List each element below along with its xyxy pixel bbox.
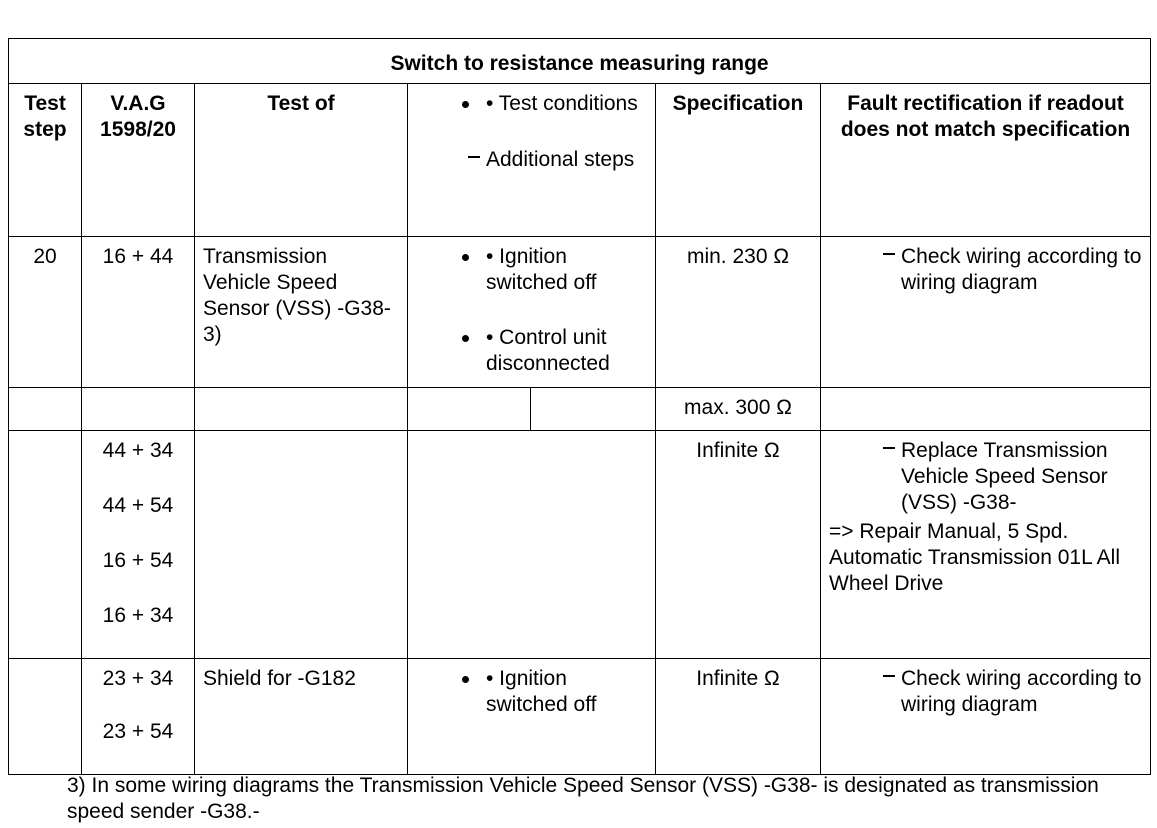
header-vag: V.A.G 1598/20 — [82, 84, 195, 237]
table-row — [9, 237, 1151, 388]
dash-icon — [468, 156, 480, 158]
fault-reference: => Repair Manual, 5 Spd. Automatic Transmission 01L All Wheel Drive — [829, 520, 1121, 595]
header-specification: Specification — [656, 84, 821, 237]
cell-conditions — [408, 237, 656, 388]
fault-item: Check wiring according to wiring diagram — [901, 244, 1142, 296]
cell-specification: Infinite Ω — [656, 431, 821, 659]
table-row — [9, 431, 1151, 659]
cell-conditions — [408, 659, 656, 775]
header-fault: Fault rectification if readout does not match specification — [821, 84, 1151, 237]
cell-test-of: Transmission Vehicle Speed Sensor (VSS) -G38-3) — [195, 237, 408, 388]
cell-step: 20 — [9, 237, 82, 388]
header-conditions: • Test conditions — [486, 91, 647, 117]
dash-icon — [883, 447, 895, 449]
condition-item: • Ignition switched off — [486, 244, 647, 296]
bullet-icon — [462, 335, 469, 342]
dash-icon — [883, 253, 895, 255]
header-test-step: Test step — [9, 84, 82, 237]
bullet-icon — [462, 101, 469, 108]
footnote: 3) In some wiring diagrams the Transmission Vehicle Speed Sensor (VSS) -G38- is designated as transmission speed sender -G38.- — [67, 774, 1099, 823]
cell-fault — [821, 659, 1151, 775]
cell-vag-list: 44 + 34 44 + 54 16 + 54 16 + 34 — [82, 431, 195, 659]
cell-specification: min. 230 Ω — [656, 237, 821, 388]
header-conditions-cell — [408, 84, 656, 237]
fault-item: Check wiring according to wiring diagram — [901, 666, 1142, 718]
cell-specification: Infinite Ω — [656, 659, 821, 775]
cell-vag-list: 23 + 34 23 + 54 — [82, 659, 195, 775]
table-row — [9, 659, 1151, 775]
cell-divider — [530, 388, 531, 430]
dash-icon — [883, 675, 895, 677]
cell-fault — [821, 237, 1151, 388]
cell-fault — [821, 431, 1151, 659]
table-row — [9, 388, 1151, 431]
bullet-icon — [462, 254, 469, 261]
table-title: Switch to resistance measuring range — [9, 39, 1151, 84]
bullet-icon — [462, 676, 469, 683]
cell-test-of: Shield for -G182 — [195, 659, 408, 775]
header-additional: Additional steps — [486, 147, 647, 173]
condition-item: • Ignition switched off — [486, 666, 647, 718]
condition-item: • Control unit disconnected — [486, 325, 647, 377]
header-test-of: Test of — [195, 84, 408, 237]
cell-vag: 16 + 44 — [82, 237, 195, 388]
test-table — [8, 38, 1151, 775]
cell-specification: max. 300 Ω — [656, 388, 821, 431]
fault-item: Replace Transmission Vehicle Speed Sensor (VSS) -G38- — [901, 438, 1142, 516]
